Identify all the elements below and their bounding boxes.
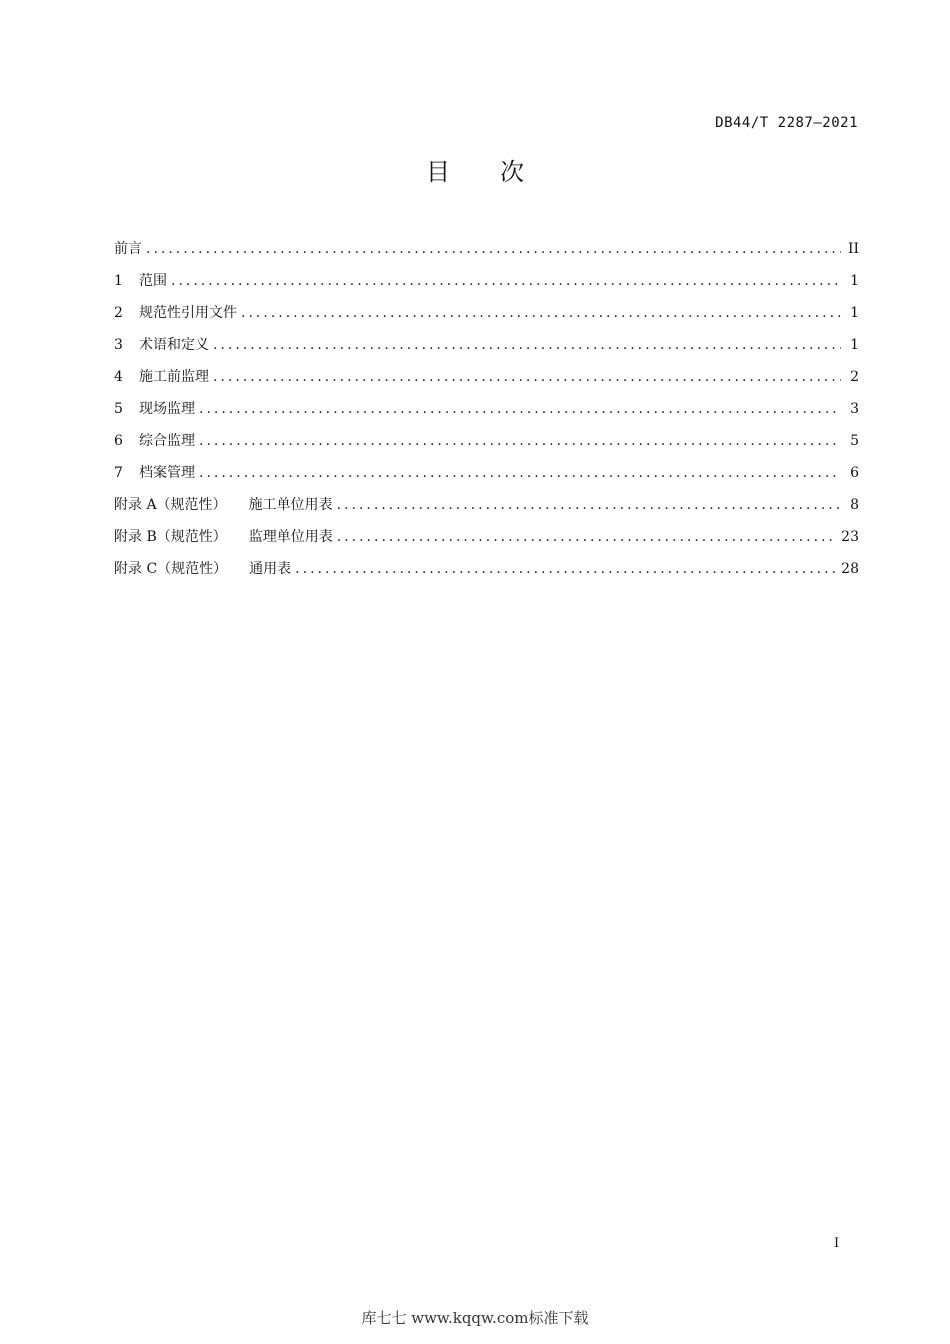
toc-leader-dots bbox=[337, 497, 841, 513]
standard-code: DB44/T 2287—2021 bbox=[715, 115, 858, 131]
toc-entry-number: 2 bbox=[114, 305, 123, 321]
toc-entry-archive[interactable] bbox=[114, 462, 859, 494]
toc-entry-page: 1 bbox=[850, 273, 859, 289]
toc-entry-number: 5 bbox=[114, 401, 123, 417]
toc-entry-page: 23 bbox=[841, 529, 859, 545]
toc-entry-annex: 附录 B（规范性） bbox=[114, 529, 227, 545]
toc-entry-annex-c[interactable] bbox=[114, 558, 859, 590]
toc-entry-label: 综合监理 bbox=[139, 433, 195, 449]
toc-leader-dots bbox=[199, 433, 841, 449]
toc-entry-annex-b[interactable] bbox=[114, 526, 859, 558]
toc-entry-page: 8 bbox=[850, 497, 859, 513]
toc-entry-annex: 附录 A（规范性） bbox=[114, 497, 227, 513]
toc-entry-terms[interactable] bbox=[114, 334, 859, 366]
toc-leader-dots bbox=[241, 305, 841, 321]
toc-leader-dots bbox=[171, 273, 841, 289]
toc-entry-page: 28 bbox=[841, 561, 859, 577]
toc-entry-annex-a[interactable] bbox=[114, 494, 859, 526]
toc-leader-dots bbox=[199, 401, 841, 417]
toc-entry-normative-references[interactable] bbox=[114, 302, 859, 334]
toc-entry-label: 前言 bbox=[114, 241, 142, 257]
toc-entry-number: 3 bbox=[114, 337, 123, 353]
toc-entry-page: 5 bbox=[850, 433, 859, 449]
toc-entry-foreword[interactable] bbox=[114, 238, 859, 270]
toc-leader-dots bbox=[213, 337, 841, 353]
toc-entry-label: 施工单位用表 bbox=[248, 497, 333, 513]
toc-entry-label: 规范性引用文件 bbox=[139, 305, 237, 321]
toc-leader-dots bbox=[199, 465, 841, 481]
toc-entry-page: II bbox=[847, 241, 859, 257]
toc-title-char-2: 次 bbox=[500, 158, 524, 186]
toc-entry-label: 监理单位用表 bbox=[248, 529, 333, 545]
toc-entry-label: 范围 bbox=[139, 273, 167, 289]
watermark-text: 库七七 www.kqqw.com标准下载 bbox=[361, 1309, 589, 1327]
toc-entry-pre-construction[interactable] bbox=[114, 366, 859, 398]
toc-entry-number: 6 bbox=[114, 433, 123, 449]
toc-entry-page: 3 bbox=[850, 401, 859, 417]
toc-leader-dots bbox=[295, 561, 837, 577]
toc-entry-label: 现场监理 bbox=[139, 401, 195, 417]
toc-entry-scope[interactable] bbox=[114, 270, 859, 302]
toc-title bbox=[0, 152, 950, 187]
toc-entry-page: 2 bbox=[850, 369, 859, 385]
toc-entry-annex: 附录 C（规范性） bbox=[114, 561, 228, 577]
toc-entry-label: 通用表 bbox=[249, 561, 292, 577]
toc-entry-label: 术语和定义 bbox=[139, 337, 209, 353]
toc-entry-page: 1 bbox=[850, 337, 859, 353]
toc-entry-comprehensive[interactable] bbox=[114, 430, 859, 462]
page-number: I bbox=[834, 1236, 840, 1251]
toc-entry-page: 6 bbox=[850, 465, 859, 481]
toc-title-char-1: 目 bbox=[426, 158, 450, 186]
toc-entry-page: 1 bbox=[850, 305, 859, 321]
toc-leader-dots bbox=[337, 529, 837, 545]
toc-entry-onsite[interactable] bbox=[114, 398, 859, 430]
toc-leader-dots bbox=[146, 241, 841, 257]
toc-entry-number: 1 bbox=[114, 273, 123, 289]
toc-leader-dots bbox=[213, 369, 841, 385]
toc-entry-number: 7 bbox=[114, 465, 123, 481]
toc-entry-label: 施工前监理 bbox=[139, 369, 209, 385]
toc-entry-label: 档案管理 bbox=[139, 465, 195, 481]
table-of-contents bbox=[114, 238, 859, 590]
toc-entry-number: 4 bbox=[114, 369, 123, 385]
